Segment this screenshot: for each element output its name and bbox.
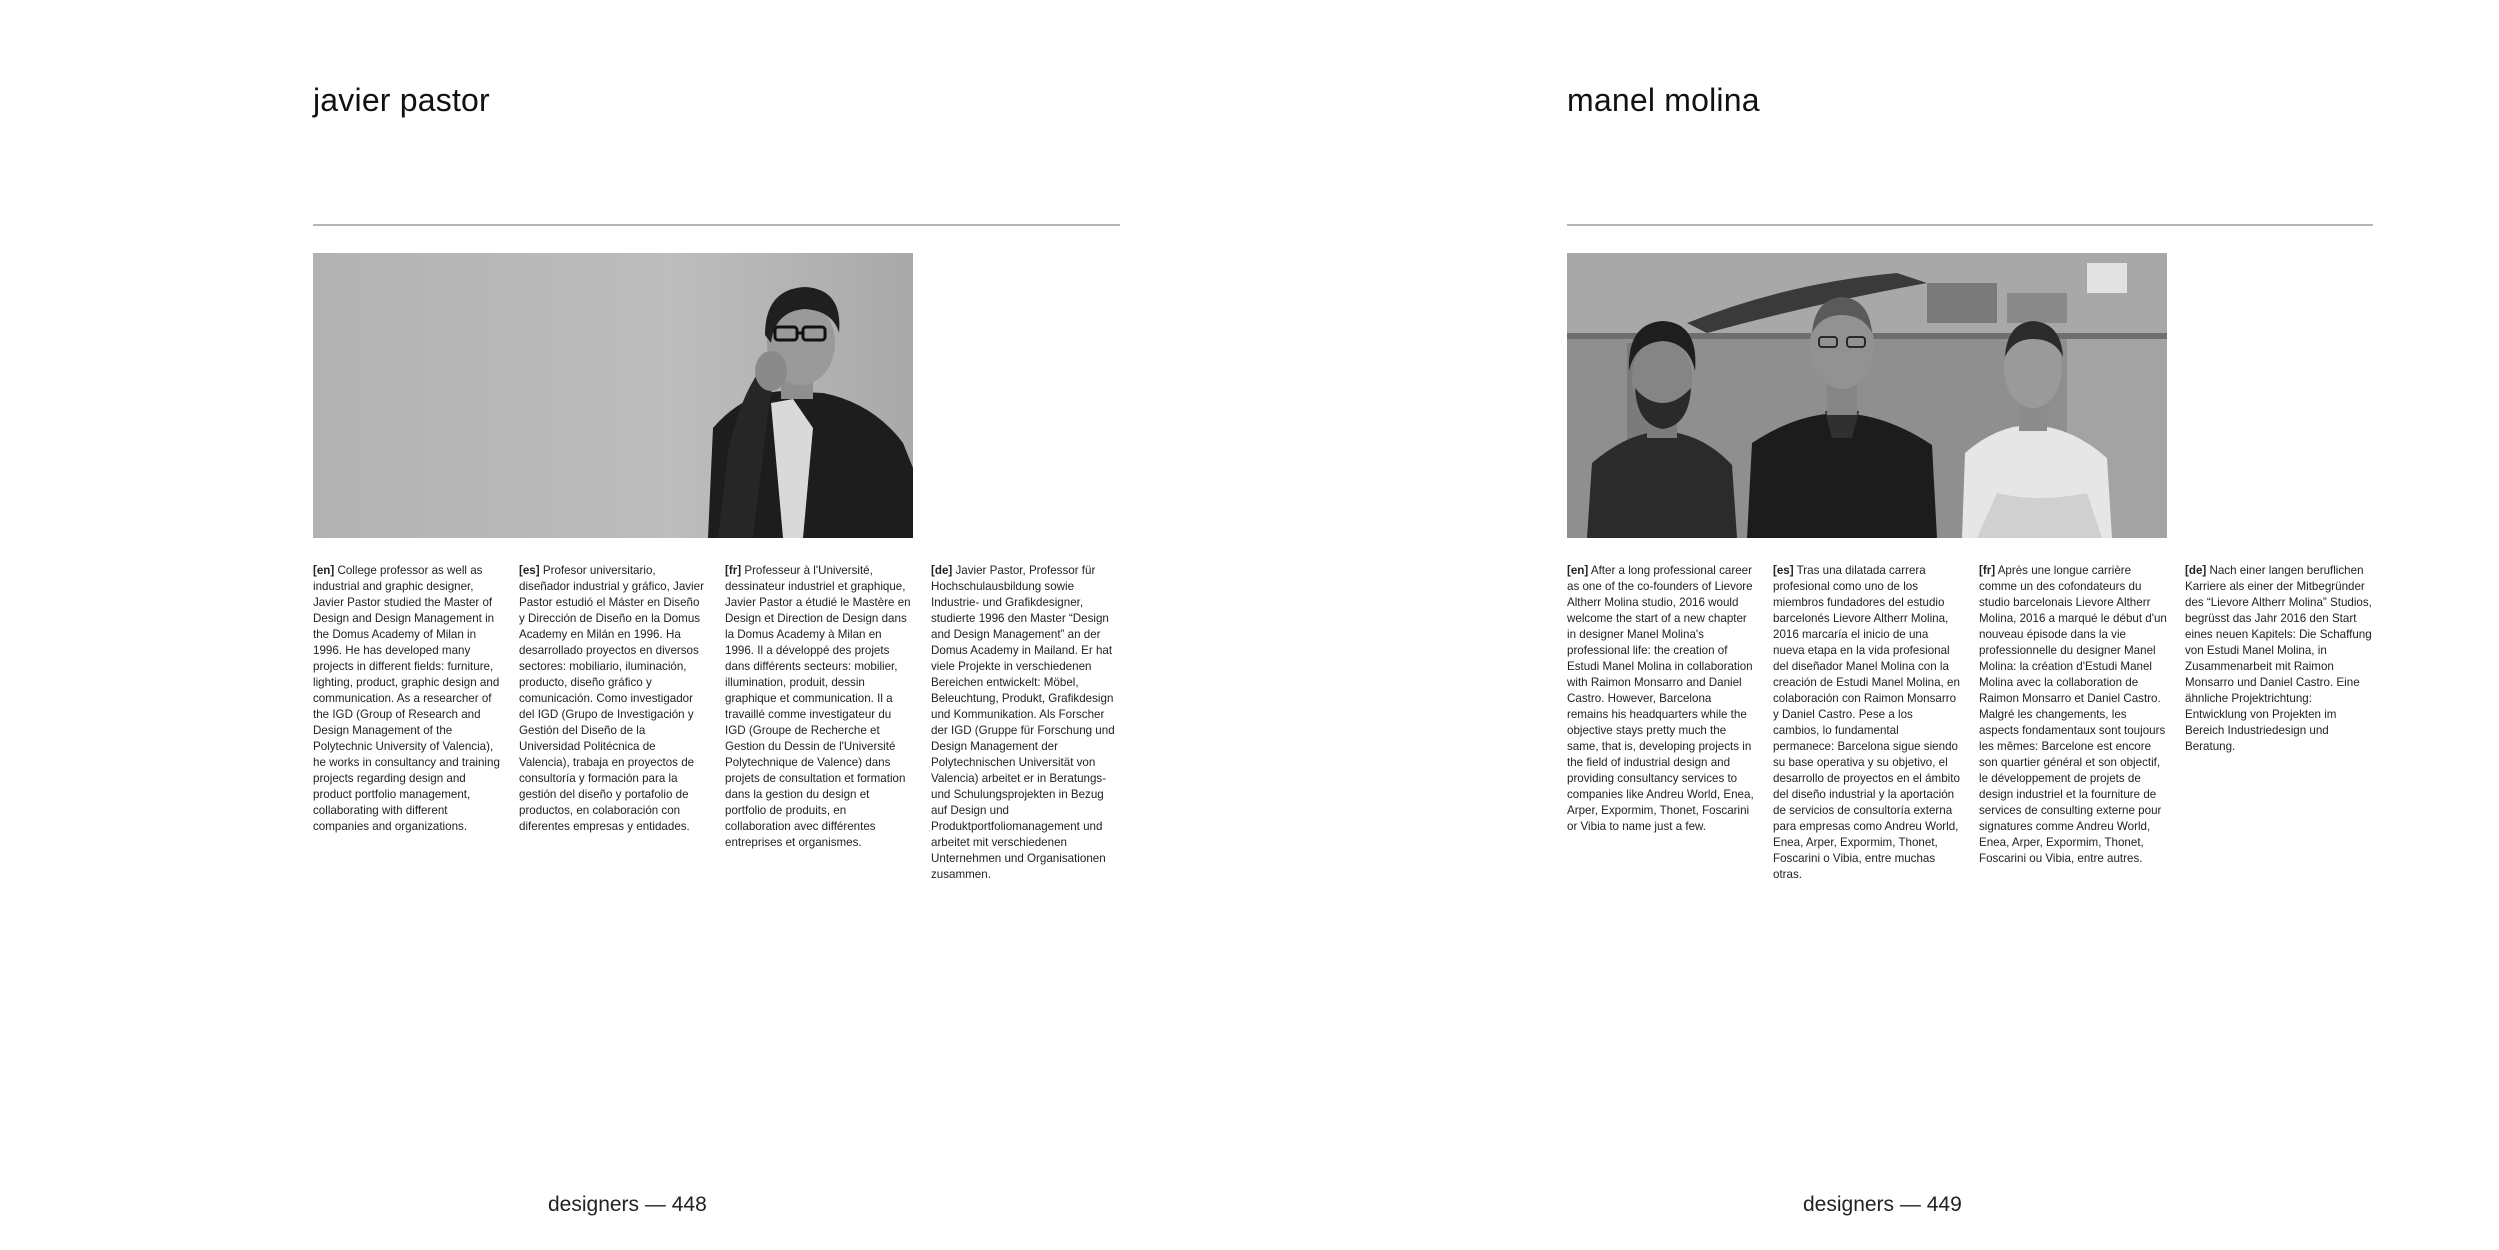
designer-name: manel molina	[1567, 82, 1760, 118]
page-448	[0, 0, 1249, 1250]
page-footer: designers — 449	[1803, 1193, 1962, 1216]
divider-rule	[313, 224, 1120, 226]
bio-text-fr: Après une longue carrière comme un des cofondateurs du studio barcelonais Lievore Altherr Molina, 2016 a marqué le début d'un nouveau épisode dans la vie professionnelle du designer Manel Molina: la création d'Estudi Manel Molina avec la collaboration de Raimon Monsarro et Daniel Castro. Malgré les changements, les aspects fondamentaux sont toujours les mêmes: Barcelone est encore son quartier général et son objectif, le développement de projets de design industriel et la fourniture de services de consulting externe pour signatures comme Andreu World, Enea, Arper, Expormim, Thonet, Foscarini ou Vibia, entre autres.	[1979, 564, 2167, 865]
bio-text-en: College professor as well as industrial and graphic designer, Javier Pastor studied the Master of Design and Design Management in the Domus Academy of Milan in 1996. He has developed many projects in different fields: furniture, lighting, product, graphic design and communication. As a researcher of the IGD (Group of Research and Design Management of the Polytechnic University of Valencia), he works in consultancy and training projects regarding design and product portfolio management, collaborating with different companies and organizations.	[313, 564, 500, 833]
bio-fr	[1979, 563, 2167, 867]
bio-fr	[725, 563, 913, 851]
designer-name: javier pastor	[313, 82, 490, 118]
lang-tag-de: [de]	[931, 564, 953, 577]
bio-text-fr: Professeur à l'Université, dessinateur industriel et graphique, Javier Pastor a étudié le Mastère en Design et Direction de Design dans la Domus Academy à Milan en 1996. Il a développé des projets dans différents secteurs: mobilier, illumination, produit, dessin graphique et communication. Il a travaillé comme investigateur du IGD (Groupe de Recherche et Gestion du Dessin de l'Université Polytechnique de Valence) dans projets de consultation et formation dans la gestion du design et portfolio de produits, en collaboration avec différentes entreprises et organismes.	[725, 564, 911, 849]
group-image	[1567, 253, 2167, 538]
lang-tag-en: [en]	[313, 564, 335, 577]
bio-text-de: Nach einer langen beruflichen Karriere als einer der Mitbegründer des “Lievore Altherr Molina” Studios, begrüsst das Jahr 2016 den Start eines neuen Kapitels: Die Schaffung von Estudi Manel Molina, in Zusammenarbeit mit Raimon Monsarro und Daniel Castro. Eine ähnliche Projektrichtung: Entwicklung von Projekten im Bereich Industriedesign und Beratung.	[2185, 564, 2372, 753]
lang-tag-es: [es]	[519, 564, 540, 577]
bio-de	[2185, 563, 2373, 755]
bio-text-de: Javier Pastor, Professor für Hochschulausbildung sowie Industrie- und Grafikdesigner, studierte 1996 den Master “Design and Design Management” an der Domus Academy in Mailand. Er hat viele Projekte in verschiedenen Bereichen entwickelt: Möbel, Beleuchtung, Produkt, Grafikdesign und Kommunikation. Als Forscher der IGD (Gruppe für Forschung und Design Management der Polytechnischen Universität von Valencia) arbeitet er in Beratungs- und Schulungsprojekten in Bezug auf Design und Produktportfoliomanagement und arbeitet mit verschiedenen Unternehmen und Organisationen zusammen.	[931, 564, 1115, 881]
portrait-photo	[313, 253, 913, 538]
bio-text-es: Tras una dilatada carrera profesional como uno de los miembros fundadores del estudio barcelonés Lievore Altherr Molina, 2016 marcaría el inicio de una nueva etapa en la vida profesional del diseñador Manel Molina con la creación de Estudi Manel Molina, en colaboración con Raimon Monsarro y Daniel Castro. Pese a los cambios, lo fundamental permanece: Barcelona sigue siendo su base operativa y su objetivo, el desarrollo de proyectos en el ámbito del diseño industrial y la aportación de servicios de consultoría externa para empresas como Andreu World, Enea, Arper, Expormim, Thonet, Foscarini o Vibia, entre muchas otras.	[1773, 564, 1960, 881]
bio-text-es: Profesor universitario, diseñador industrial y gráfico, Javier Pastor estudió el Máster en Diseño y Dirección de Diseño en la Domus Academy en Milán en 1996. Ha desarrollado proyectos en diversos sectores: mobiliario, iluminación, producto, diseño gráfico y comunicación. Como investigador del IGD (Grupo de Investigación y Gestión del Diseño de la Universidad Politécnica de Valencia), trabaja en proyectos de consultoría y formación para la gestión del diseño y portafolio de productos, en colaboración con diferentes empresas y entidades.	[519, 564, 704, 833]
lang-tag-fr: [fr]	[725, 564, 742, 577]
bio-en	[313, 563, 501, 835]
page-449	[1250, 0, 2499, 1250]
bio-text-en: After a long professional career as one of the co-founders of Lievore Altherr Molina studio, 2016 would welcome the start of a new chapter in designer Manel Molina's professional life: the creation of Estudi Manel Molina in collaboration with Raimon Monsarro and Daniel Castro. However, Barcelona remains his headquarters while the objective stays pretty much the same, that is, developing projects in the field of industrial design and providing consultancy services to companies like Andreu World, Enea, Arper, Expormim, Thonet, Foscarini or Vibia to name just a few.	[1567, 564, 1754, 833]
page-footer: designers — 448	[548, 1193, 707, 1216]
lang-tag-en: [en]	[1567, 564, 1589, 577]
bio-es	[1773, 563, 1961, 883]
bio-de	[931, 563, 1119, 883]
lang-tag-de: [de]	[2185, 564, 2207, 577]
group-photo	[1567, 253, 2167, 538]
lang-tag-es: [es]	[1773, 564, 1794, 577]
bio-en	[1567, 563, 1755, 835]
bio-es	[519, 563, 707, 835]
lang-tag-fr: [fr]	[1979, 564, 1996, 577]
divider-rule	[1567, 224, 2373, 226]
portrait-image	[313, 253, 913, 538]
